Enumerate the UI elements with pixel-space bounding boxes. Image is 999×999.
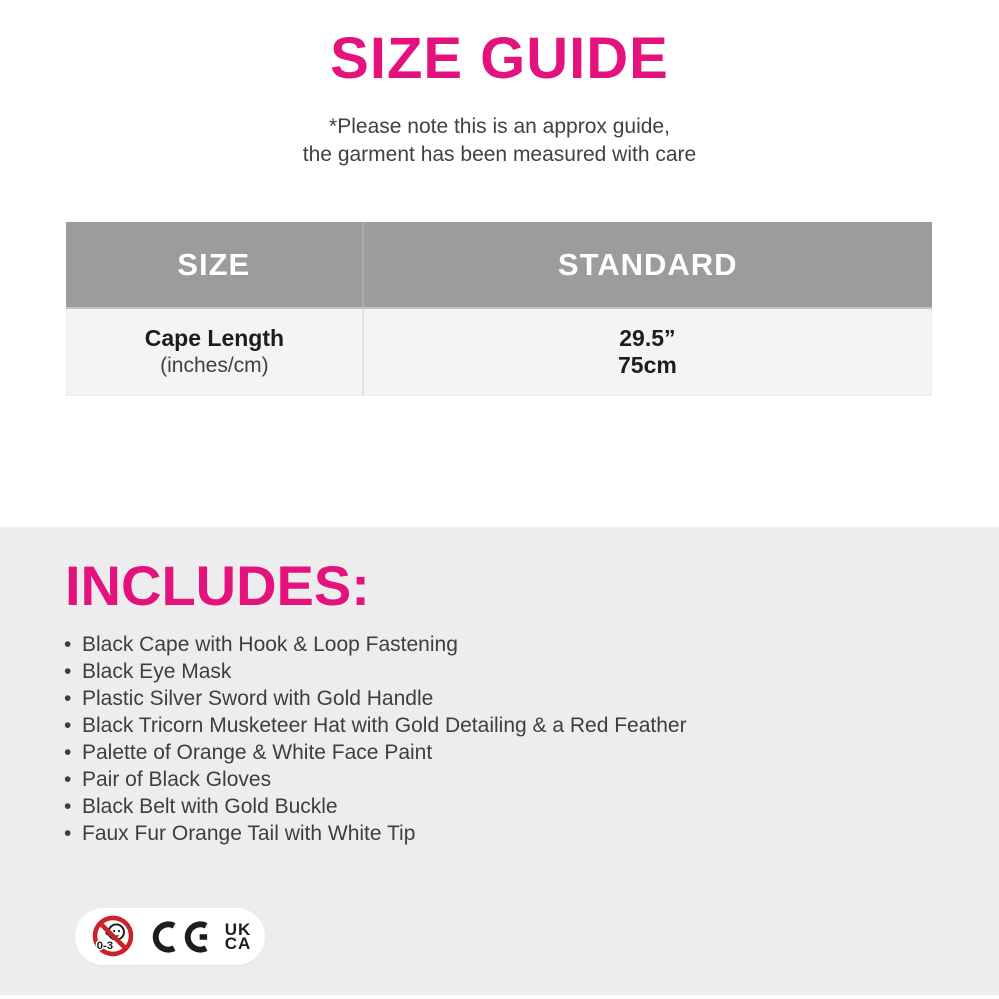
- age-warning-0-3-icon: [89, 913, 137, 961]
- ce-mark-icon: [150, 921, 212, 953]
- size-column-label: SIZE: [177, 246, 251, 282]
- size-table: [66, 222, 932, 396]
- value-cm: 75cm: [617, 352, 677, 378]
- ukca-line-uk: UK: [224, 919, 252, 939]
- measurement-units: (inches/cm): [160, 354, 269, 377]
- measurement-label: Cape Length: [144, 325, 285, 351]
- list-item: • Plastic Silver Sword with Gold Handle: [64, 685, 687, 712]
- standard-column-header: [362, 222, 933, 307]
- list-item: • Black Cape with Hook & Loop Fastening: [64, 631, 687, 658]
- table-row: [66, 309, 932, 396]
- list-item: • Black Tricorn Musketeer Hat with Gold Detailing & a Red Feather: [64, 712, 687, 739]
- list-item: • Palette of Orange & White Face Paint: [64, 739, 687, 766]
- measurement-value-cell: [362, 309, 931, 395]
- ukca-mark-icon: [224, 919, 252, 953]
- note-line-1: *Please note this is an approx guide,: [329, 115, 670, 138]
- list-item: • Faux Fur Orange Tail with White Tip: [64, 820, 687, 847]
- list-item: • Black Eye Mask: [64, 658, 687, 685]
- list-item: • Pair of Black Gloves: [64, 766, 687, 793]
- measurement-name-cell: [67, 309, 362, 395]
- approx-guide-note: [0, 113, 999, 169]
- standard-column-label: STANDARD: [557, 246, 738, 282]
- value-inches: 29.5”: [619, 325, 676, 351]
- certification-badges: [75, 908, 265, 965]
- size-table-header: [66, 222, 932, 309]
- includes-list: [64, 631, 687, 847]
- includes-panel: [0, 527, 999, 995]
- note-line-2: the garment has been measured with care: [302, 143, 697, 166]
- size-column-header: [66, 222, 362, 307]
- page-title: SIZE GUIDE: [330, 26, 669, 91]
- ukca-line-ca: CA: [224, 933, 252, 953]
- list-item: • Black Belt with Gold Buckle: [64, 793, 687, 820]
- svg-text:0-3: 0-3: [96, 939, 113, 952]
- includes-heading: INCLUDES:: [65, 554, 370, 617]
